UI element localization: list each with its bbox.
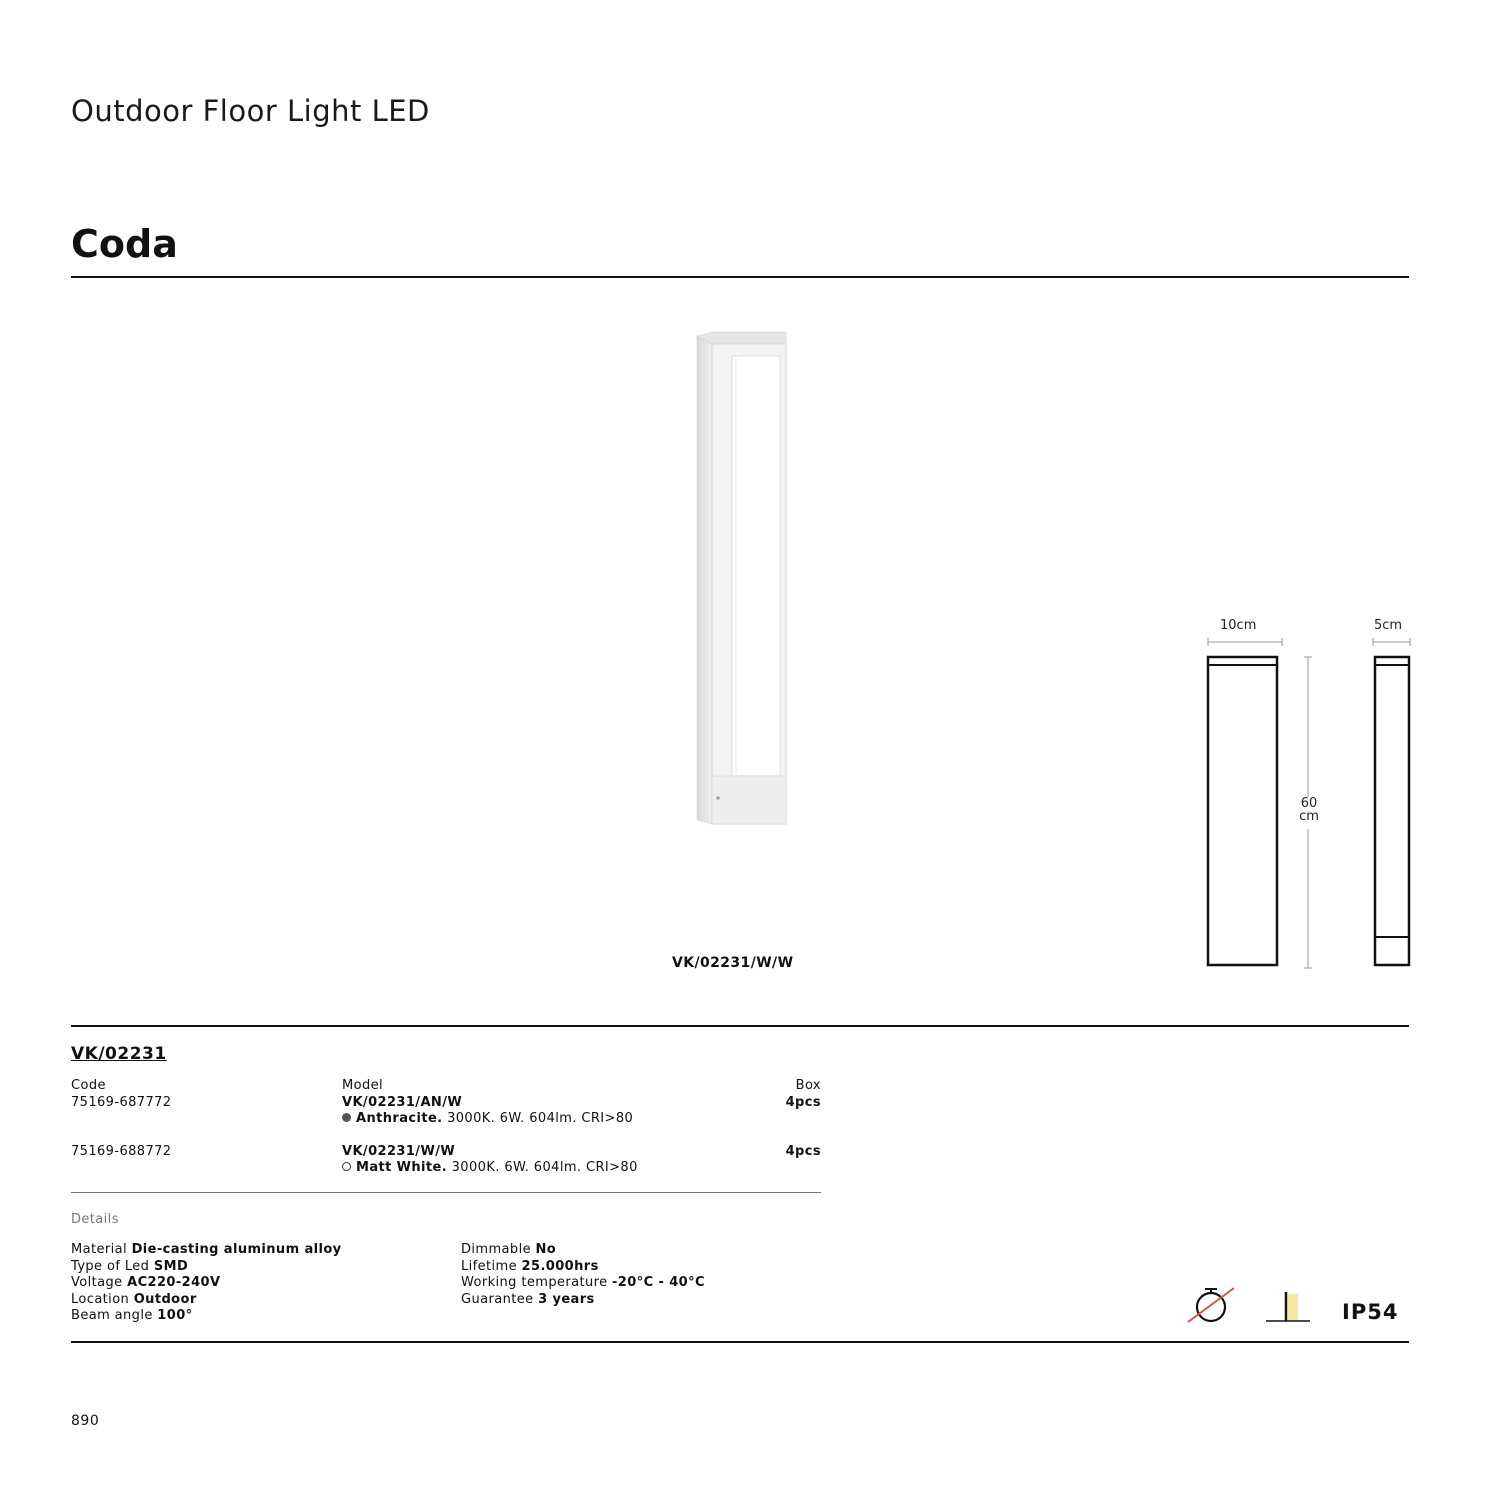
code-cell: 75169-688772 <box>71 1144 172 1159</box>
model-cell: VK/02231/W/W <box>342 1144 456 1159</box>
finish-specs: 3000K. 6W. 604lm. CRI>80 <box>451 1160 638 1175</box>
details-left-column <box>71 1242 342 1325</box>
finish-name: Anthracite. <box>356 1111 443 1126</box>
middle-divider <box>71 1025 1409 1027</box>
finish-name: Matt White. <box>356 1160 448 1175</box>
code-cell: 75169-687772 <box>71 1095 172 1110</box>
side-width-dimension-line <box>1373 638 1410 646</box>
side-view-outline <box>1375 657 1409 965</box>
spec-material: Material Die-casting aluminum alloy <box>71 1242 342 1257</box>
category-title: Outdoor Floor Light LED <box>71 94 430 128</box>
details-right-column <box>461 1242 705 1308</box>
spec-beam-angle: Beam angle 100° <box>71 1308 193 1324</box>
bottom-divider <box>71 1341 1409 1343</box>
front-view-outline <box>1208 657 1277 965</box>
side-width-label: 5cm <box>1374 618 1403 633</box>
model-column-header: Model <box>342 1078 384 1093</box>
height-value: 60 <box>1300 796 1318 811</box>
top-divider <box>71 276 1409 278</box>
height-label <box>1297 797 1321 823</box>
finish-specs: 3000K. 6W. 604lm. CRI>80 <box>447 1111 634 1126</box>
reference-link[interactable]: VK/02231 <box>71 1044 167 1064</box>
product-photo <box>690 330 790 830</box>
light-direction-icon <box>1264 1286 1312 1326</box>
details-heading: Details <box>71 1212 119 1227</box>
box-cell: 4pcs <box>785 1144 821 1159</box>
spec-led-type: Type of Led SMD <box>71 1258 189 1274</box>
spec-location: Location Outdoor <box>71 1291 197 1307</box>
spec-dimmable: Dimmable No <box>461 1242 557 1257</box>
model-cell: VK/02231/AN/W <box>342 1095 463 1110</box>
box-column-header: Box <box>795 1078 821 1093</box>
spec-lifetime: Lifetime 25.000hrs <box>461 1258 599 1274</box>
spec-voltage: Voltage AC220-240V <box>71 1275 221 1291</box>
code-column-header: Code <box>71 1078 106 1093</box>
page-number: 890 <box>71 1413 100 1429</box>
finish-swatch-anthracite <box>342 1113 351 1122</box>
product-name: Coda <box>71 222 178 266</box>
front-width-label: 10cm <box>1220 618 1257 633</box>
spec-guarantee: Guarantee 3 years <box>461 1291 595 1307</box>
ip-rating-label: IP54 <box>1342 1300 1399 1324</box>
spec-working-temperature: Working temperature -20°C - 40°C <box>461 1275 705 1291</box>
box-cell: 4pcs <box>785 1095 821 1110</box>
photo-caption: VK/02231/W/W <box>672 955 794 971</box>
height-unit: cm <box>1299 809 1319 824</box>
finish-swatch-white <box>342 1162 351 1171</box>
non-dimmable-icon <box>1186 1286 1238 1326</box>
front-width-dimension-line <box>1208 638 1282 646</box>
table-end-divider <box>71 1192 821 1193</box>
finish-line <box>342 1160 638 1176</box>
finish-line <box>342 1111 633 1127</box>
